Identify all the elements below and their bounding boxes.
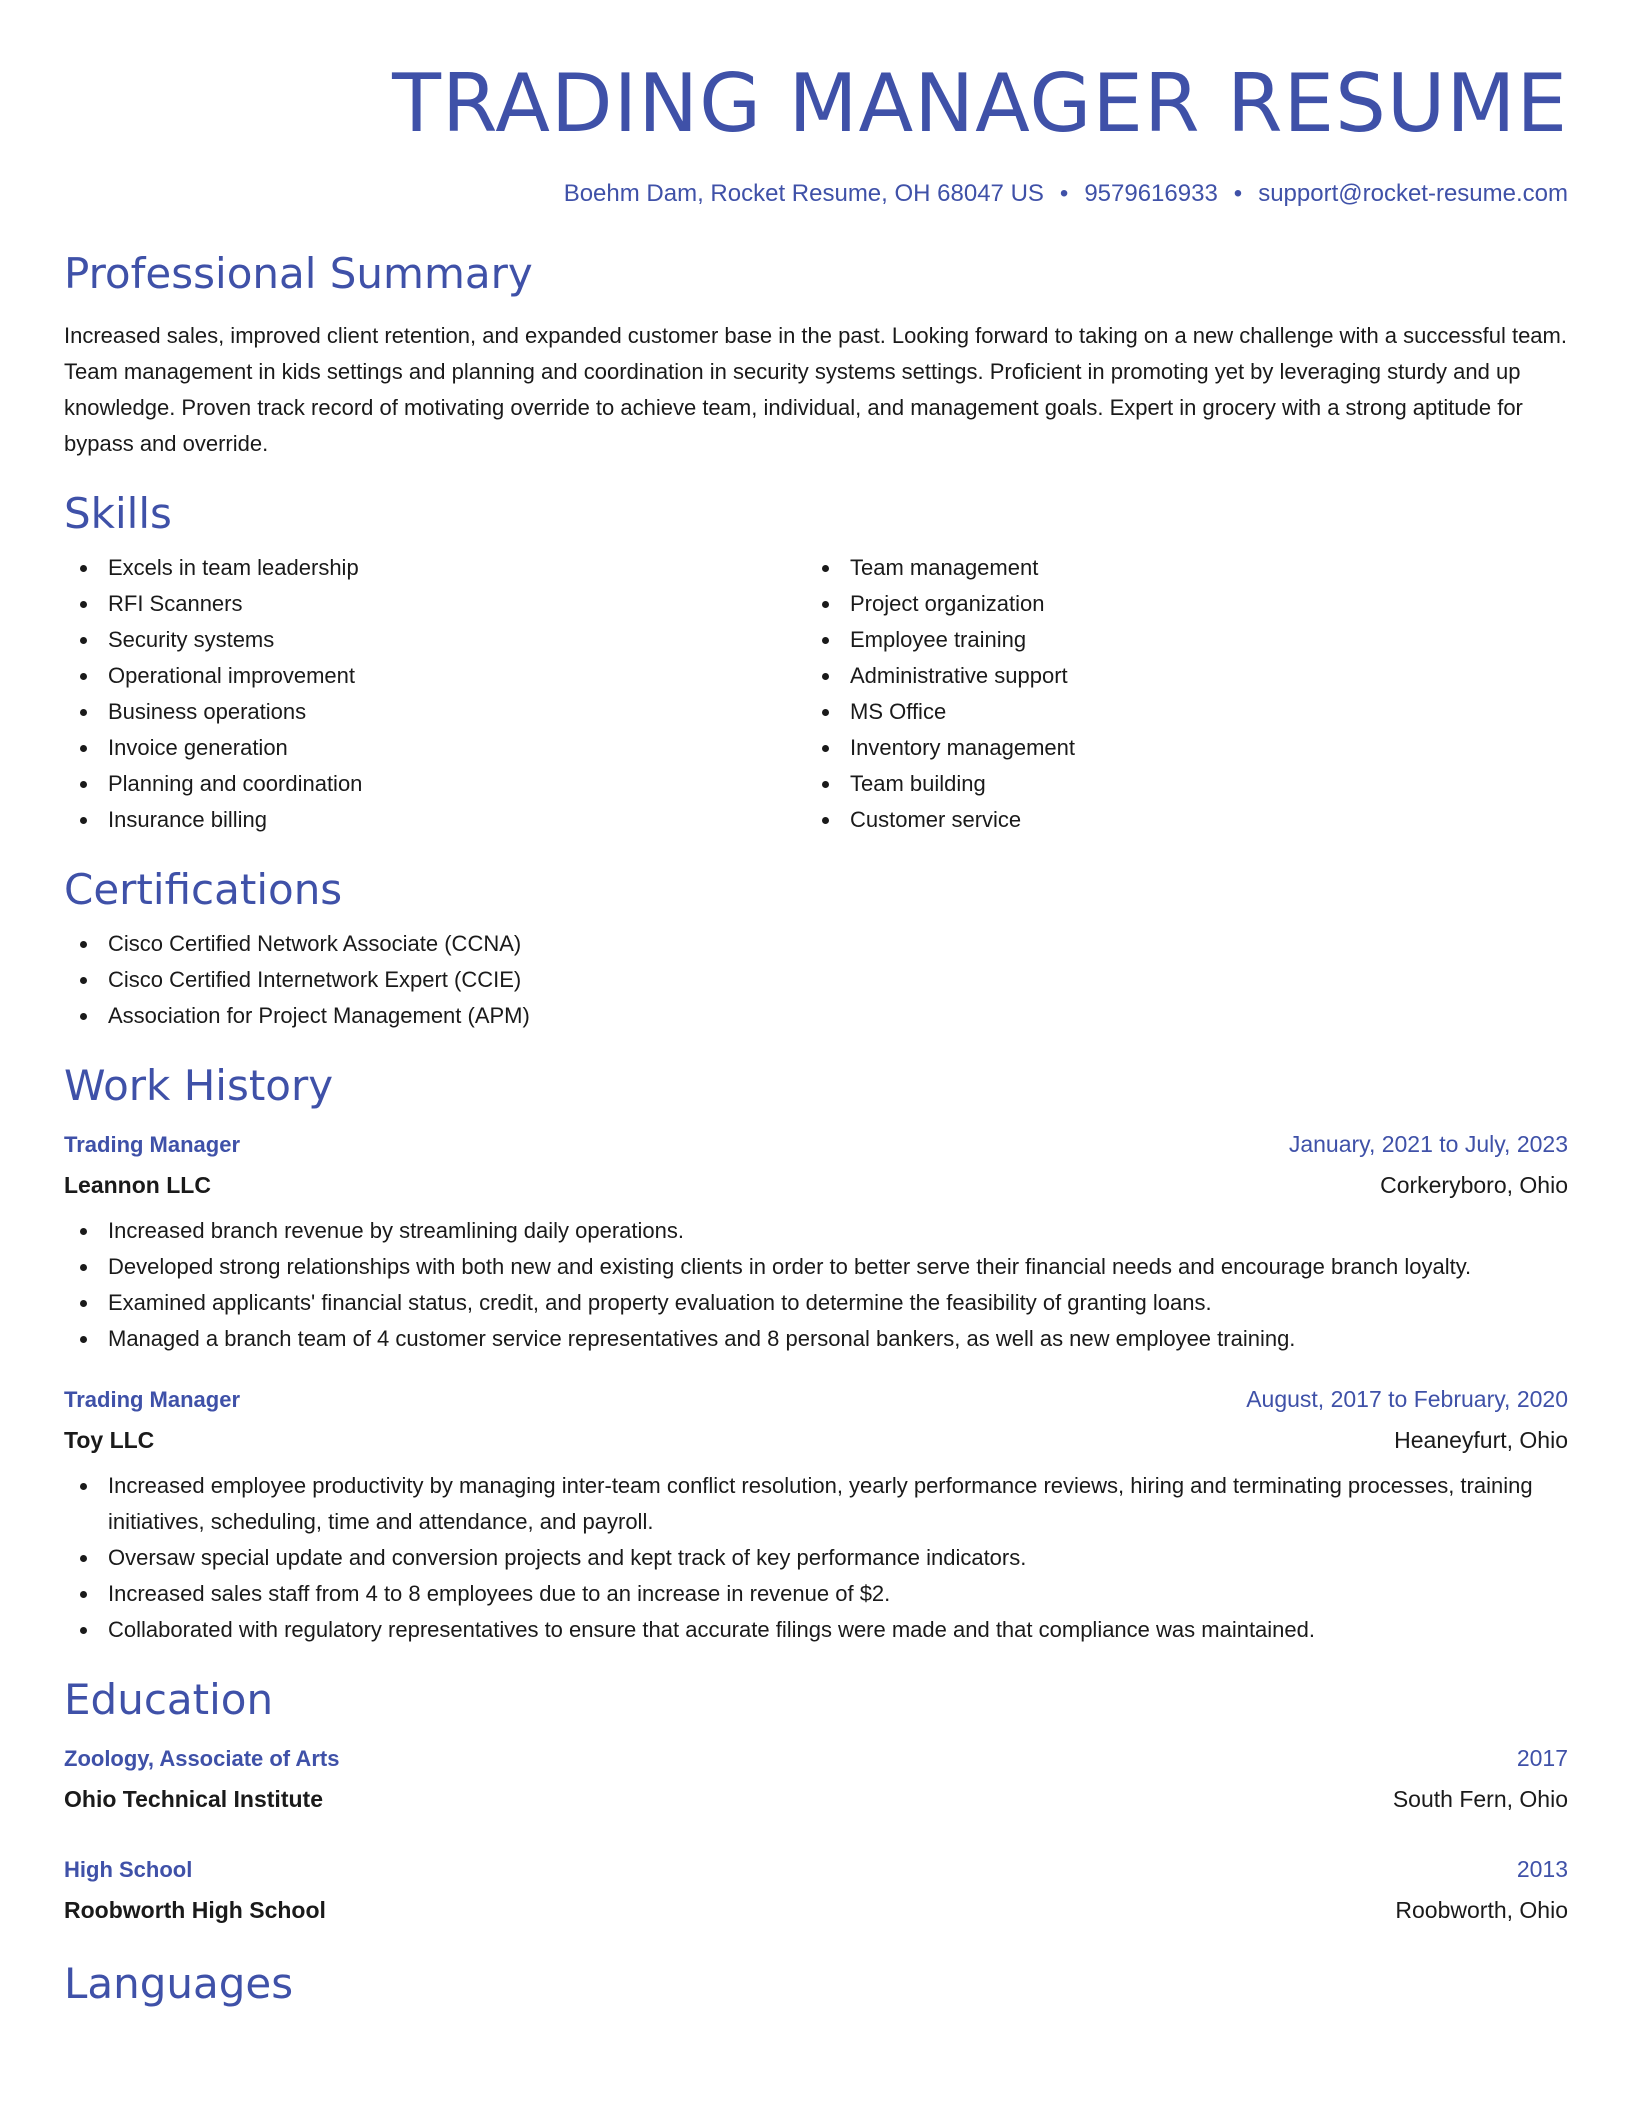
list-item: Oversaw special update and conversion projects and kept track of key performance indicators. [64, 1540, 1568, 1576]
school-name: Ohio Technical Institute [64, 1786, 323, 1812]
degree-name: Zoology, Associate of Arts [64, 1746, 340, 1771]
skills-section [64, 488, 1568, 838]
list-item: Examined applicants' financial status, credit, and property evaluation to determine the feasibility of granting loans. [64, 1285, 1568, 1321]
job-company-row [64, 1165, 1568, 1205]
job-company-row [64, 1420, 1568, 1460]
list-item: Excels in team leadership [64, 550, 806, 586]
school-location: Roobworth, Ohio [1395, 1897, 1568, 1923]
education-entry [64, 1849, 1568, 1930]
skills-list-left [64, 550, 806, 838]
list-item: Increased branch revenue by streamlining daily operations. [64, 1213, 1568, 1249]
list-item: Cisco Certified Internetwork Expert (CCIE) [64, 962, 1568, 998]
company-name: Toy LLC [64, 1427, 155, 1453]
job-location: Corkeryboro, Ohio [1380, 1172, 1568, 1198]
education-header-row [64, 1738, 1568, 1779]
address: Boehm Dam, Rocket Resume, OH 68047 US [563, 180, 1044, 207]
list-item: Increased sales staff from 4 to 8 employees due to an increase in revenue of $2. [64, 1576, 1568, 1612]
job-dates: January, 2021 to July, 2023 [1288, 1131, 1568, 1157]
skills-columns [64, 540, 1568, 838]
list-item: Cisco Certified Network Associate (CCNA) [64, 926, 1568, 962]
list-item: Customer service [806, 802, 1548, 838]
section-heading-education: Education [64, 1675, 274, 1724]
list-item: Increased employee productivity by managing inter-team conflict resolution, yearly performance reviews, hiring and terminating processes, training initiatives, scheduling, time and attendance, and payroll. [64, 1468, 1568, 1540]
job-header-row [64, 1124, 1568, 1165]
list-item: Project organization [806, 586, 1548, 622]
education-header-row [64, 1849, 1568, 1890]
separator-dot: • [1059, 180, 1069, 207]
job-duties-list [64, 1468, 1568, 1648]
education-school-row [64, 1890, 1568, 1930]
section-heading-certifications: Certifications [64, 865, 343, 914]
list-item: Association for Project Management (APM) [64, 998, 1568, 1034]
phone: 9579616933 [1084, 180, 1218, 207]
contact-line [64, 178, 1568, 210]
summary-text: Increased sales, improved client retention, and expanded customer base in the past. Looking forward to taking on a new challenge with a successful team. Team management in kids settings and planning and coordination in security systems settings. Proficient in promoting yet by leveraging sturdy and up knowledge. Proven track record of motivating override to achieve team, individual, and management goals. Expert in grocery with a strong aptitude for bypass and override. [64, 323, 1567, 456]
section-heading-languages: Languages [64, 1959, 294, 2008]
list-item: Team building [806, 766, 1548, 802]
list-item: Security systems [64, 622, 806, 658]
job-entry [64, 1379, 1568, 1648]
list-item: Operational improvement [64, 658, 806, 694]
job-title: Trading Manager [64, 1387, 241, 1412]
job-duties-list [64, 1213, 1568, 1357]
list-item: RFI Scanners [64, 586, 806, 622]
job-location: Heaneyfurt, Ohio [1394, 1427, 1568, 1453]
separator-dot: • [1233, 180, 1243, 207]
section-heading-work-history: Work History [64, 1061, 334, 1110]
job-title: Trading Manager [64, 1132, 241, 1157]
education-school-row [64, 1779, 1568, 1819]
resume-page [64, 0, 1568, 2010]
company-name: Leannon LLC [64, 1172, 211, 1198]
section-heading-summary: Professional Summary [64, 249, 533, 298]
certifications-section [64, 864, 1568, 1034]
list-item: Insurance billing [64, 802, 806, 838]
list-item: Developed strong relationships with both new and existing clients in order to better serve their financial needs and encourage branch loyalty. [64, 1249, 1568, 1285]
job-header-row [64, 1379, 1568, 1420]
skills-list-right [806, 550, 1548, 838]
degree-name: High School [64, 1857, 193, 1882]
summary-section [64, 248, 1568, 462]
work-history-section [64, 1060, 1568, 1648]
education-section [64, 1674, 1568, 1930]
resume-title: TRADING MANAGER RESUME [392, 57, 1568, 150]
list-item: Administrative support [806, 658, 1548, 694]
list-item: Managed a branch team of 4 customer service representatives and 8 personal bankers, as well as new employee training. [64, 1321, 1568, 1357]
graduation-year: 2013 [1516, 1856, 1568, 1882]
certifications-list [64, 926, 1568, 1034]
languages-section [64, 1958, 1568, 2010]
job-entry [64, 1124, 1568, 1357]
list-item: Business operations [64, 694, 806, 730]
graduation-year: 2017 [1516, 1745, 1568, 1771]
list-item: MS Office [806, 694, 1548, 730]
list-item: Planning and coordination [64, 766, 806, 802]
list-item: Inventory management [806, 730, 1548, 766]
job-dates: August, 2017 to February, 2020 [1246, 1386, 1568, 1412]
list-item: Collaborated with regulatory representatives to ensure that accurate filings were made and that compliance was maintained. [64, 1612, 1568, 1648]
section-heading-skills: Skills [64, 489, 172, 538]
school-name: Roobworth High School [64, 1897, 326, 1923]
education-entry [64, 1738, 1568, 1819]
email-link[interactable]: support@rocket-resume.com [1258, 180, 1568, 207]
list-item: Team management [806, 550, 1548, 586]
school-location: South Fern, Ohio [1392, 1786, 1568, 1812]
list-item: Invoice generation [64, 730, 806, 766]
list-item: Employee training [806, 622, 1548, 658]
